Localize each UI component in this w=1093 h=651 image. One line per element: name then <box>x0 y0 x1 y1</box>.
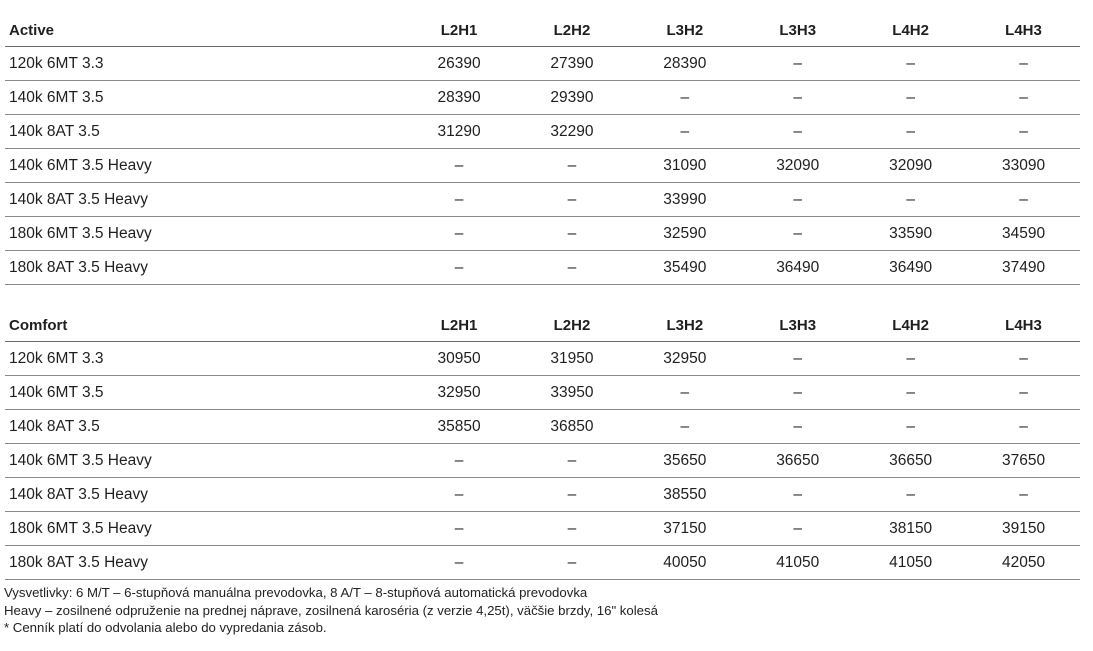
price-cell: 34590 <box>1001 224 1046 242</box>
price-cell: – <box>567 258 577 276</box>
price-cell: – <box>793 190 803 208</box>
price-cell: 37650 <box>1001 451 1046 469</box>
price-cell: – <box>454 485 464 503</box>
footnotes <box>4 584 658 637</box>
footnote-validity: * Cenník platí do odvolania alebo do vypredania zásob. <box>4 620 327 635</box>
row-label: 180k 8AT 3.5 Heavy <box>9 553 149 571</box>
price-cell: 37490 <box>1001 258 1046 276</box>
price-cell: – <box>567 485 577 503</box>
price-cell: – <box>793 224 803 242</box>
row-label: 140k 6MT 3.5 <box>9 88 104 106</box>
table-row <box>5 376 1080 410</box>
price-cell: 42050 <box>1001 553 1046 571</box>
column-header: L3H2 <box>666 316 704 334</box>
price-cell: – <box>454 553 464 571</box>
column-header: L4H3 <box>1005 316 1042 334</box>
price-cell: – <box>680 88 690 106</box>
price-cell: – <box>567 224 577 242</box>
price-cell: 28390 <box>437 88 481 106</box>
price-cell: 38550 <box>663 485 707 503</box>
price-table-active <box>5 14 1080 285</box>
table-row <box>5 149 1080 183</box>
price-cell: 32950 <box>437 383 481 401</box>
price-cell: – <box>567 519 577 537</box>
row-label: 140k 8AT 3.5 <box>9 417 100 435</box>
price-cell: – <box>1019 383 1028 401</box>
price-cell: – <box>906 383 915 401</box>
price-cell: – <box>793 122 803 140</box>
row-label: 140k 8AT 3.5 <box>9 122 100 140</box>
price-cell: 28390 <box>663 54 707 72</box>
price-cell: – <box>680 383 690 401</box>
table-row <box>5 183 1080 217</box>
price-cell: 39150 <box>1001 519 1046 537</box>
price-cell: 31090 <box>663 156 707 174</box>
price-cell: – <box>906 485 915 503</box>
price-cell: – <box>454 451 464 469</box>
price-cell: 30950 <box>437 349 481 367</box>
price-cell: – <box>793 383 803 401</box>
column-header: L4H3 <box>1005 21 1042 39</box>
price-cell: – <box>454 258 464 276</box>
price-cell: – <box>906 417 915 435</box>
price-cell: 31290 <box>437 122 481 140</box>
price-cell: – <box>1019 122 1028 140</box>
price-cell: 26390 <box>437 54 481 72</box>
price-cell: 32090 <box>776 156 820 174</box>
price-cell: – <box>793 349 803 367</box>
price-cell: – <box>906 88 915 106</box>
row-label: 140k 6MT 3.5 Heavy <box>9 156 152 174</box>
price-cell: – <box>793 485 803 503</box>
row-label: 120k 6MT 3.3 <box>9 54 104 72</box>
row-label: 180k 8AT 3.5 Heavy <box>9 258 149 276</box>
price-cell: 36490 <box>776 258 820 276</box>
row-label: 140k 6MT 3.5 <box>9 383 104 401</box>
price-cell: 41050 <box>776 553 820 571</box>
price-table-comfort <box>5 309 1080 580</box>
table-row <box>5 342 1080 376</box>
price-cell: – <box>793 88 803 106</box>
footnote-legend: Vysvetlivky: 6 M/T – 6-stupňová manuálna prevodovka, 8 A/T – 8-stupňová automatická prevodovka <box>4 585 588 600</box>
price-cell: 35650 <box>663 451 707 469</box>
price-cell: 38150 <box>889 519 933 537</box>
price-cell: 33090 <box>1001 156 1046 174</box>
price-cell: – <box>793 519 803 537</box>
price-cell: – <box>454 519 464 537</box>
price-cell: 41050 <box>889 553 933 571</box>
column-header: L2H2 <box>553 21 591 39</box>
table-row <box>5 47 1080 81</box>
price-cell: – <box>454 156 464 174</box>
price-cell: 36850 <box>550 417 594 435</box>
table-row <box>5 410 1080 444</box>
price-cell: – <box>567 553 577 571</box>
table-title: Comfort <box>9 316 68 334</box>
price-cell: 32590 <box>663 224 707 242</box>
column-header: L2H1 <box>440 316 478 334</box>
column-header: L2H2 <box>553 316 591 334</box>
price-cell: – <box>906 190 915 208</box>
table-title: Active <box>9 21 55 39</box>
price-cell: 35490 <box>663 258 707 276</box>
price-cell: – <box>454 190 464 208</box>
price-cell: – <box>680 417 690 435</box>
price-cell: 37150 <box>663 519 707 537</box>
price-cell: – <box>1019 190 1028 208</box>
price-cell: 36650 <box>889 451 933 469</box>
price-cell: – <box>454 224 464 242</box>
price-cell: – <box>1019 485 1028 503</box>
price-cell: – <box>1019 349 1028 367</box>
price-cell: 33590 <box>889 224 933 242</box>
price-cell: – <box>1019 88 1028 106</box>
column-header: L3H3 <box>779 21 817 39</box>
price-cell: – <box>906 122 915 140</box>
price-cell: – <box>906 349 915 367</box>
price-cell: – <box>1019 54 1028 72</box>
price-cell: – <box>793 54 803 72</box>
table-row <box>5 546 1080 580</box>
price-cell: 40050 <box>663 553 707 571</box>
row-label: 140k 8AT 3.5 Heavy <box>9 485 149 503</box>
table-row <box>5 512 1080 546</box>
price-cell: 27390 <box>550 54 594 72</box>
table-row <box>5 217 1080 251</box>
footnote-heavy: Heavy – zosilnené odpruženie na prednej náprave, zosilnená karoséria (z verzie 4,25t), väčšie brzdy, 16" kolesá <box>4 602 658 618</box>
table-header-row <box>5 14 1080 47</box>
column-header: L3H3 <box>779 316 817 334</box>
price-cell: 32290 <box>550 122 594 140</box>
price-cell: – <box>567 156 577 174</box>
row-label: 140k 6MT 3.5 Heavy <box>9 451 152 469</box>
table-body <box>5 47 1080 285</box>
price-cell: 35850 <box>437 417 481 435</box>
price-cell: – <box>1019 417 1028 435</box>
price-cell: 31950 <box>550 349 594 367</box>
row-label: 180k 6MT 3.5 Heavy <box>9 224 152 242</box>
price-cell: 32950 <box>663 349 707 367</box>
column-header: L4H2 <box>892 316 929 334</box>
price-cell: 33990 <box>663 190 707 208</box>
price-cell: – <box>680 122 690 140</box>
price-cell: 32090 <box>889 156 933 174</box>
table-row <box>5 478 1080 512</box>
column-header: L2H1 <box>440 21 478 39</box>
table-header-row <box>5 309 1080 342</box>
price-cell: 36650 <box>776 451 820 469</box>
price-cell: 33950 <box>550 383 594 401</box>
row-label: 140k 8AT 3.5 Heavy <box>9 190 149 208</box>
column-header: L4H2 <box>892 21 929 39</box>
price-cell: 29390 <box>550 88 594 106</box>
row-label: 120k 6MT 3.3 <box>9 349 104 367</box>
price-cell: – <box>793 417 803 435</box>
column-header: L3H2 <box>666 21 704 39</box>
price-cell: – <box>567 190 577 208</box>
price-cell: – <box>567 451 577 469</box>
table-row <box>5 115 1080 149</box>
row-label: 180k 6MT 3.5 Heavy <box>9 519 152 537</box>
table-row <box>5 251 1080 285</box>
price-cell: 36490 <box>889 258 933 276</box>
table-row <box>5 444 1080 478</box>
price-cell: – <box>906 54 915 72</box>
table-row <box>5 81 1080 115</box>
table-body <box>5 342 1080 580</box>
